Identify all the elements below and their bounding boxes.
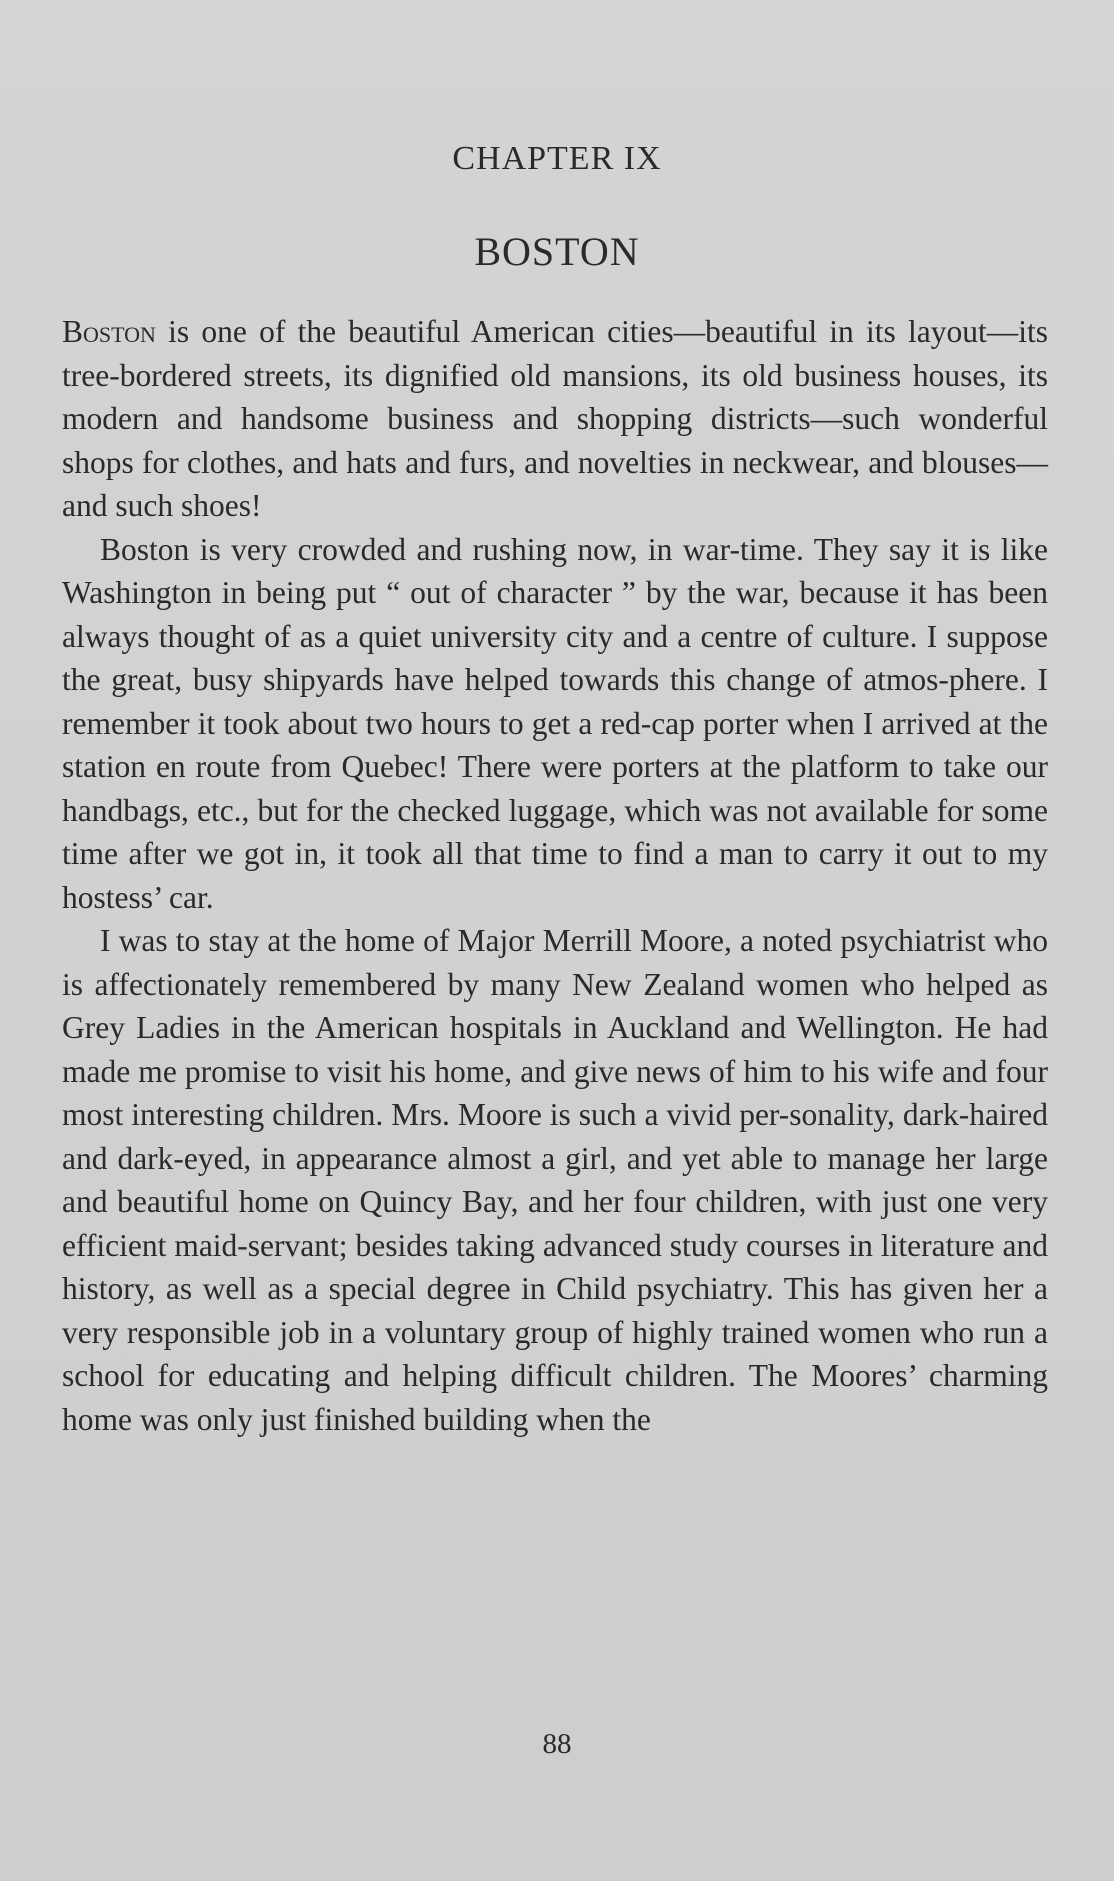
paragraph-2: Boston is very crowded and rushing now, in war-time. They say it is like Washington in being put “ out of character ” by the war, because it has been always thought of as a quiet university city and a centre of culture. I suppose the great, busy shipyards have helped towards this change of atmos-phere. I remember it took about two hours to get a red-cap porter when I arrived at the station en route from Quebec! There were porters at the platform to take our handbags, etc., but for the checked luggage, which was not available for some time after we got in, it took all that time to find a man to carry it out to my hostess’ car. (62, 531, 1048, 915)
chapter-title: BOSTON (474, 229, 640, 274)
paragraph-1 (62, 310, 1048, 528)
chapter-body (62, 310, 1048, 1441)
paragraph-text: is one of the beautiful American cities—beautiful in its layout—its tree-bordered streets, its dignified old mansions, its old business houses, its modern and handsome business and shopping districts—such wonderful shops for clothes, and hats and furs, and novelties in neckwear, and blouses—and such shoes! (62, 314, 1048, 523)
page-number: 88 (542, 1728, 572, 1760)
paragraph-3: I was to stay at the home of Major Merrill Moore, a noted psychiatrist who is affectionately remembered by many New Zealand women who helped as Grey Ladies in the American hospitals in Auckland and Wellington. He had made me promise to visit his home, and give news of him to his wife and four most interesting children. Mrs. Moore is such a vivid per-sonality, dark-haired and dark-eyed, in appearance almost a girl, and yet able to manage her large and beautiful home on Quincy Bay, and her four children, with just one very efficient maid-servant; besides taking advanced study courses in literature and history, as well as a special degree in Child psychiatry. This has given her a very responsible job in a voluntary group of highly trained women who run a school for educating and helping difficult children. The Moores’ charming home was only just finished building when the (62, 923, 1048, 1437)
paragraph-lead-word: Boston (62, 314, 156, 349)
chapter-number: CHAPTER IX (452, 140, 662, 177)
